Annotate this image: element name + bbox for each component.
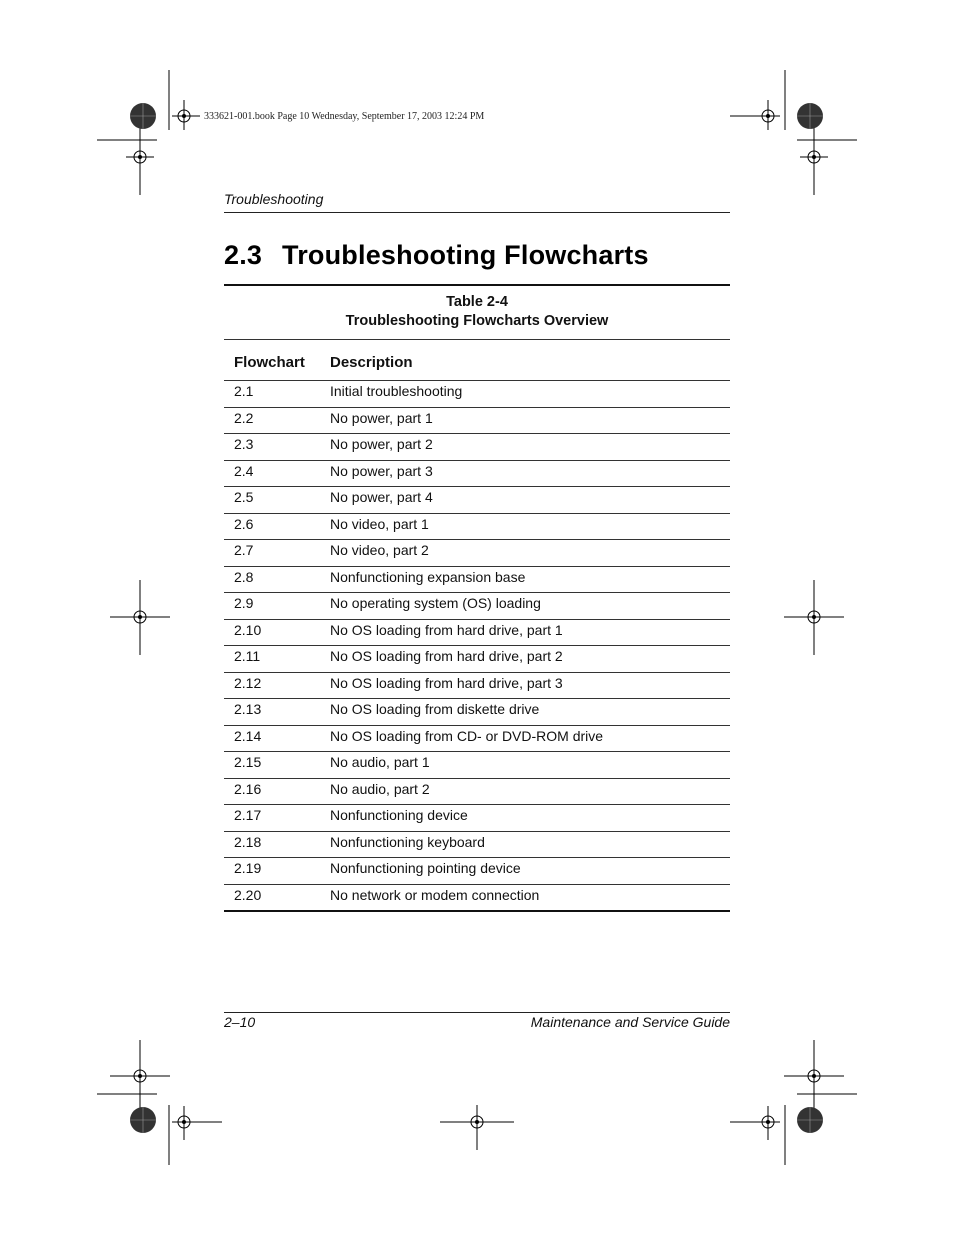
flowchart-table-body <box>224 381 730 912</box>
flowchart-description: No power, part 2 <box>330 436 433 452</box>
title-rule <box>224 284 730 286</box>
flowchart-description: Nonfunctioning pointing device <box>330 860 521 876</box>
flowchart-description: Nonfunctioning keyboard <box>330 833 485 850</box>
flowchart-description: No network or modem connection <box>330 886 540 903</box>
table-row <box>224 858 730 885</box>
flowchart-number: 2.10 <box>234 621 262 638</box>
flowchart-description: No audio, part 2 <box>330 780 430 797</box>
table-row <box>224 699 730 726</box>
flowchart-number: 2.12 <box>234 674 262 691</box>
table-row <box>224 646 730 673</box>
footer-rule <box>224 1012 730 1013</box>
flowchart-description: No OS loading from CD- or DVD-ROM drive <box>330 727 604 744</box>
flowchart-number: 2.20 <box>234 886 262 903</box>
flowchart-description: Nonfunctioning expansion base <box>330 568 526 585</box>
flowchart-number: 2.6 <box>234 515 254 532</box>
book-title: Maintenance and Service Guide <box>530 1014 730 1030</box>
flowchart-description: No operating system (OS) loading <box>330 595 541 611</box>
table-row <box>224 885 730 911</box>
flowchart-number: 2.5 <box>234 489 254 505</box>
running-head: Troubleshooting <box>224 191 324 207</box>
table-row <box>224 381 730 408</box>
section-number: 2.3 <box>224 240 263 270</box>
section-title-text: Troubleshooting Flowcharts <box>282 240 649 270</box>
table-row <box>224 540 730 567</box>
table-row <box>224 832 730 859</box>
flowchart-number: 2.11 <box>234 648 261 664</box>
flowchart-number: 2.18 <box>234 833 262 850</box>
table-caption-text: Troubleshooting Flowcharts Overview <box>345 313 609 329</box>
flowchart-description: No video, part 2 <box>330 542 429 558</box>
flowchart-number: 2.3 <box>234 436 254 452</box>
flowchart-description: No audio, part 1 <box>330 754 430 770</box>
print-info: 333621-001.book Page 10 Wednesday, September 17, 2003 12:24 PM <box>204 111 485 122</box>
table-row <box>224 752 730 779</box>
flowchart-description: No power, part 3 <box>330 462 433 479</box>
flowchart-description: No OS loading from hard drive, part 1 <box>330 621 563 638</box>
flowchart-number: 2.19 <box>234 860 262 876</box>
flowchart-description: No OS loading from hard drive, part 3 <box>330 674 563 691</box>
table-row <box>224 408 730 435</box>
flowchart-number: 2.2 <box>234 409 254 426</box>
flowchart-number: 2.17 <box>234 807 262 823</box>
flowchart-number: 2.13 <box>234 701 262 717</box>
header-rule <box>224 212 730 213</box>
flowchart-description: Nonfunctioning device <box>330 807 468 823</box>
table-row <box>224 805 730 832</box>
flowchart-description: No OS loading from diskette drive <box>330 701 540 717</box>
table-row <box>224 593 730 620</box>
flowchart-description: No video, part 1 <box>330 515 429 532</box>
table-caption <box>224 293 730 331</box>
table-row <box>224 726 730 753</box>
page-number: 2–10 <box>224 1014 256 1030</box>
table-row <box>224 567 730 594</box>
table-row <box>224 461 730 488</box>
column-header-description: Description <box>330 354 413 371</box>
flowchart-number: 2.9 <box>234 595 254 611</box>
table-row <box>224 620 730 647</box>
flowchart-description: Initial troubleshooting <box>330 383 463 399</box>
flowchart-number: 2.15 <box>234 754 262 770</box>
flowchart-number: 2.4 <box>234 462 254 479</box>
flowchart-number: 2.8 <box>234 568 254 585</box>
table-row <box>224 514 730 541</box>
flowchart-description: No OS loading from hard drive, part 2 <box>330 648 563 664</box>
table-row <box>224 779 730 806</box>
flowchart-description: No power, part 4 <box>330 489 433 505</box>
table-label: Table 2-4 <box>446 294 508 310</box>
section-title <box>224 240 649 271</box>
flowchart-number: 2.16 <box>234 780 262 797</box>
flowchart-number: 2.14 <box>234 727 262 744</box>
table-row <box>224 434 730 461</box>
table-row <box>224 487 730 514</box>
flowchart-number: 2.1 <box>234 383 254 399</box>
table-row <box>224 673 730 700</box>
caption-rule <box>224 339 730 340</box>
flowchart-number: 2.7 <box>234 542 254 558</box>
flowchart-description: No power, part 1 <box>330 409 433 426</box>
column-header-flowchart: Flowchart <box>234 354 305 371</box>
